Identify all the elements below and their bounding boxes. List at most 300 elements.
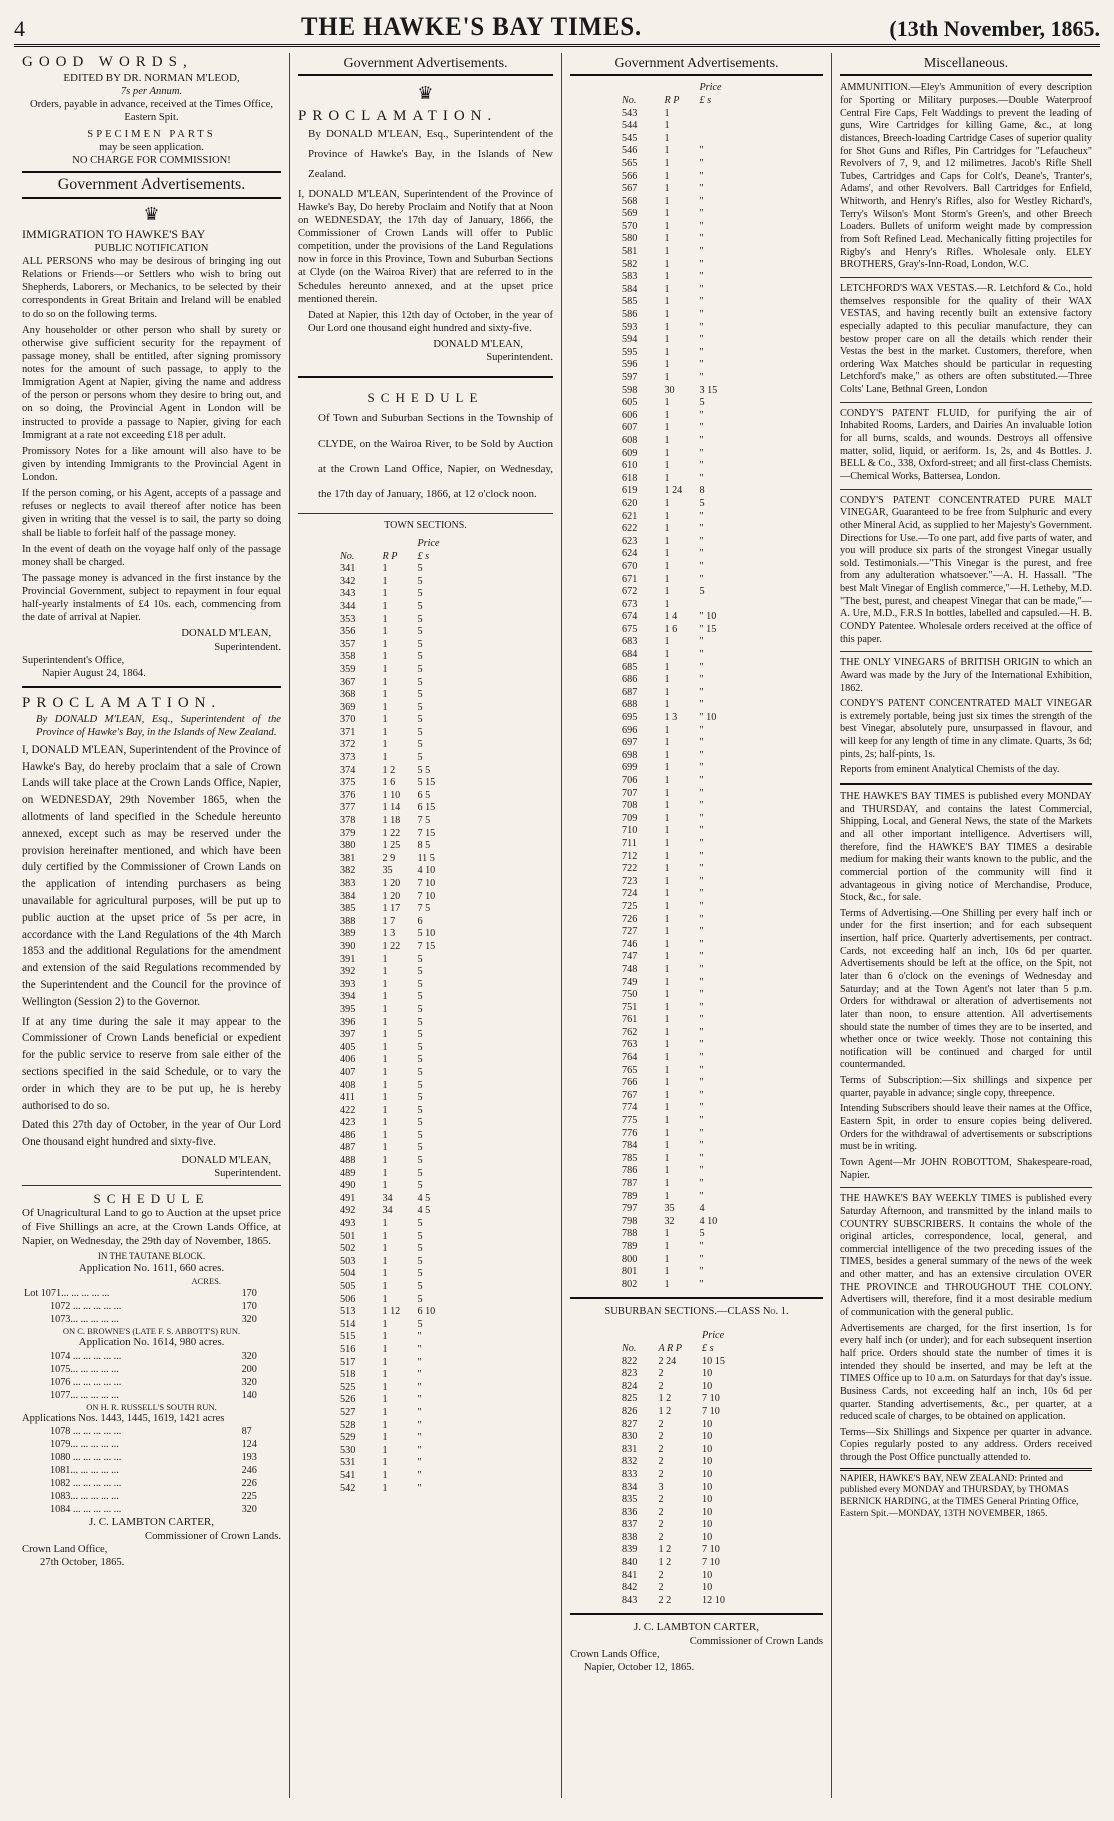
section-price: " xyxy=(699,800,704,812)
table-row xyxy=(620,158,724,171)
section-area: 1 xyxy=(382,1117,388,1129)
section-price: " xyxy=(699,233,704,245)
section-area: 1 xyxy=(664,372,670,384)
section-price: 5 xyxy=(417,1016,423,1028)
section-price: " xyxy=(699,825,704,837)
section-area: 1 xyxy=(382,1054,388,1066)
section-area: 1 xyxy=(382,1092,388,1104)
section-no: 373 xyxy=(340,752,356,764)
section-area: 1 xyxy=(382,1419,388,1431)
section-no: 749 xyxy=(622,976,638,988)
section-area: 1 22 xyxy=(382,827,401,839)
section-price: 5 15 xyxy=(417,777,436,789)
section-price: 5 xyxy=(417,1167,423,1179)
section-no: 826 xyxy=(622,1405,638,1417)
section-no: 408 xyxy=(340,1079,356,1091)
section-no: 672 xyxy=(622,586,638,598)
section-price: " xyxy=(699,926,704,938)
section-price: " xyxy=(699,359,704,371)
section-area: 32 xyxy=(664,1215,675,1227)
section-area: 1 xyxy=(382,1394,388,1406)
section-price: " xyxy=(699,686,704,698)
section-price: 5 xyxy=(417,1104,423,1116)
section-price: 10 xyxy=(702,1456,713,1468)
table-row xyxy=(620,196,724,209)
miscellaneous-header: Miscellaneous. xyxy=(840,53,1092,76)
section-area: 1 xyxy=(382,1318,388,1330)
section-price: 5 xyxy=(417,739,423,751)
section-no: 623 xyxy=(622,535,638,547)
section-no: 774 xyxy=(622,1102,638,1114)
section-no: 580 xyxy=(622,233,638,245)
section-no: 503 xyxy=(340,1255,356,1267)
section-price: 5 xyxy=(417,563,423,575)
section-no: 606 xyxy=(622,409,638,421)
section-area: 1 xyxy=(664,107,670,119)
section-area: 1 xyxy=(664,233,670,245)
section-area: 1 xyxy=(382,991,388,1003)
section-no: 764 xyxy=(622,1052,638,1064)
section-area: 1 xyxy=(664,737,670,749)
section-no: 839 xyxy=(622,1544,638,1556)
table-row xyxy=(620,485,724,498)
section-price: 5 xyxy=(417,953,423,965)
section-area: 1 xyxy=(664,938,670,950)
section-price: " xyxy=(417,1343,422,1355)
section-no: 513 xyxy=(340,1306,356,1318)
section-price: " xyxy=(699,913,704,925)
section-no: 688 xyxy=(622,699,638,711)
table-row xyxy=(338,1105,442,1118)
section-area: 1 xyxy=(664,309,670,321)
section-area: 1 xyxy=(382,1218,388,1230)
price-header: Price xyxy=(699,82,722,94)
section-area: 1 xyxy=(382,1180,388,1192)
table-row xyxy=(338,1042,442,1055)
section-area: 1 2 xyxy=(658,1405,672,1417)
section-no: 766 xyxy=(622,1077,638,1089)
section-price: 10 15 xyxy=(702,1355,725,1367)
table-row xyxy=(620,385,724,398)
section-no: 684 xyxy=(622,649,638,661)
section-no: 344 xyxy=(340,600,356,612)
section-price: 5 xyxy=(417,1268,423,1280)
section-no: 531 xyxy=(340,1457,356,1469)
table-row xyxy=(338,1407,442,1420)
table-row xyxy=(620,322,724,335)
section-price: " xyxy=(699,560,704,572)
table-row xyxy=(338,840,442,853)
table-row xyxy=(620,813,724,826)
section-area: 1 xyxy=(664,1266,670,1278)
section-price: " xyxy=(699,900,704,912)
section-no: 789 xyxy=(622,1240,638,1252)
section-no: 608 xyxy=(622,434,638,446)
section-price: 10 xyxy=(702,1519,713,1531)
good-words-editor: EDITED BY DR. NORMAN M'LEOD, xyxy=(63,71,240,84)
col-ls: £ s xyxy=(699,94,712,106)
section-area: 1 xyxy=(382,1041,388,1053)
section-area: 1 xyxy=(664,359,670,371)
section-area: 1 xyxy=(664,1165,670,1177)
section-price: " xyxy=(699,334,704,346)
section-price: " xyxy=(699,1102,704,1114)
section-price: 5 10 xyxy=(417,928,436,940)
table-row xyxy=(338,853,442,866)
table-row xyxy=(338,1231,442,1244)
table-row xyxy=(338,1092,442,1105)
lot-label: 1081... ... ... ... ... xyxy=(50,1465,119,1477)
table-row xyxy=(620,1178,724,1191)
section-area: 1 xyxy=(664,1140,670,1152)
proclamation-by-2: By DONALD M'LEAN, Esq., Superintendent of the Province of Hawke's Bay, in the Islands of New Zealand. xyxy=(308,128,553,180)
section-area: 1 xyxy=(382,1281,388,1292)
table-row xyxy=(620,699,724,712)
lots-table-a xyxy=(22,1287,281,1326)
section-price: " xyxy=(699,1089,704,1101)
section-no: 490 xyxy=(340,1180,356,1192)
section-price: 3 15 xyxy=(699,384,718,396)
section-no: 502 xyxy=(340,1243,356,1255)
section-price: " xyxy=(699,1190,704,1202)
section-no: 506 xyxy=(340,1293,356,1305)
section-no: 605 xyxy=(622,397,638,409)
section-area: 34 xyxy=(382,1192,393,1204)
section-no: 341 xyxy=(340,563,356,575)
col-ls: £ s xyxy=(702,1342,714,1354)
section-area: 1 xyxy=(382,1029,388,1041)
section-area: 1 xyxy=(664,283,670,295)
town-sections-table xyxy=(338,538,442,1495)
table-row xyxy=(338,1130,442,1143)
section-area: 1 xyxy=(664,812,670,824)
section-price: " xyxy=(417,1444,422,1456)
section-no: 709 xyxy=(622,812,638,824)
section-area: 1 xyxy=(664,560,670,572)
table-row xyxy=(338,1218,442,1231)
section-no: 836 xyxy=(622,1506,638,1518)
section-area: 1 2 xyxy=(658,1557,672,1569)
specimen-note: may be seen application. xyxy=(99,141,204,153)
section-area: 1 xyxy=(664,699,670,711)
section-price: " xyxy=(699,636,704,648)
weekly-notice: Terms—Six Shillings and Sixpence per quarter in advance. Copies regularly posted to any address. Orders received through the Post Office punctually attended to. xyxy=(840,1426,1092,1464)
section-no: 761 xyxy=(622,1014,638,1026)
section-no: 584 xyxy=(622,283,638,295)
royal-crest-icon: ♛ xyxy=(143,203,160,224)
section-no: 723 xyxy=(622,875,638,887)
section-price: 12 10 xyxy=(702,1594,725,1606)
section-price: 4 10 xyxy=(417,865,436,877)
table-row xyxy=(620,574,724,587)
good-words-price: 7s per Annum. xyxy=(120,86,183,98)
section-price: 10 xyxy=(702,1368,713,1380)
immigration-office: Superintendent's Office, xyxy=(22,654,125,666)
table-row xyxy=(620,838,724,851)
section-price: 7 10 xyxy=(417,878,436,889)
lot-acres: 170 xyxy=(241,1287,257,1299)
section-price: 10 xyxy=(702,1481,713,1493)
only-vinegars-ad: THE ONLY VINEGARS of BRITISH ORIGIN to which an Award was made by the Jury of the International Exhibition, 1862. xyxy=(840,657,1092,694)
section-price: 10 xyxy=(702,1380,713,1392)
section-price: " xyxy=(417,1356,422,1368)
section-no: 706 xyxy=(622,775,638,787)
issue-date: (13th November, 1865. xyxy=(889,16,1100,41)
table-row xyxy=(620,1266,724,1279)
section-price: " xyxy=(699,321,704,333)
section-area: 1 xyxy=(382,1104,388,1116)
col-no: No. xyxy=(622,94,637,106)
table-row xyxy=(338,1180,442,1193)
section-no: 750 xyxy=(622,989,638,1001)
section-price: " xyxy=(699,787,704,799)
section-price: 5 xyxy=(699,586,705,598)
section-price xyxy=(697,133,723,146)
lot-label: Lot 1071... ... ... ... ... xyxy=(24,1287,110,1299)
section-area: 1 xyxy=(664,661,670,673)
table-row xyxy=(620,460,724,473)
section-price: 5 xyxy=(417,1230,423,1242)
table-row xyxy=(338,1394,442,1407)
section-no: 389 xyxy=(340,928,356,940)
table-row xyxy=(338,1054,442,1067)
section-no: 833 xyxy=(622,1468,638,1480)
section-no: 712 xyxy=(622,850,638,862)
section-area: 1 xyxy=(382,1482,388,1494)
section-price: " xyxy=(699,1014,704,1026)
section-no: 517 xyxy=(340,1356,356,1368)
table-row xyxy=(338,1483,442,1496)
carter-title-2: Commissioner of Crown Lands xyxy=(689,1636,823,1648)
section-area: 1 xyxy=(382,1243,388,1255)
section-price: 5 xyxy=(417,689,423,701)
times-notice: Intending Subscribers should leave their names at the Office, Eastern Spit, in order to ensure copies being delivered. Orders for the withdrawal of advertisements or subscriptions must be in writing. xyxy=(840,1103,1092,1153)
section-area: 1 xyxy=(664,1052,670,1064)
section-area: 1 17 xyxy=(382,903,401,915)
price-header: Price xyxy=(417,537,440,549)
section-area: 1 xyxy=(664,863,670,875)
section-price: 5 xyxy=(417,613,423,625)
section-price: 8 5 xyxy=(417,840,431,852)
section-price: " xyxy=(699,1077,704,1089)
section-no: 569 xyxy=(622,208,638,220)
section-area: 1 xyxy=(382,752,388,764)
table-row xyxy=(620,561,724,574)
table-row xyxy=(338,752,442,765)
section-no: 842 xyxy=(622,1582,638,1594)
gov-ads-header-3: Government Advertisements. xyxy=(570,53,823,76)
table-row xyxy=(338,790,442,803)
section-price: " xyxy=(699,220,704,232)
table-row xyxy=(620,208,724,221)
section-no: 789 xyxy=(622,1190,638,1202)
section-price: 7 15 xyxy=(417,940,436,952)
section-no: 583 xyxy=(622,271,638,283)
proclamation-sig-title-2: Superintendent. xyxy=(486,352,553,364)
table-row xyxy=(620,964,724,977)
section-area: 1 xyxy=(664,1026,670,1038)
section-price xyxy=(697,120,723,133)
section-area: 1 2 xyxy=(658,1544,672,1556)
section-price: 6 10 xyxy=(417,1306,436,1318)
section-no: 683 xyxy=(622,636,638,648)
section-area: 2 xyxy=(658,1519,664,1531)
section-no: 699 xyxy=(622,762,638,774)
section-price: 4 5 xyxy=(417,1192,431,1204)
proclamation-by: By DONALD M'LEAN, Esq., Superintendent of the Province of Hawke's Bay, in the Islands of New Zealand. xyxy=(36,713,281,738)
section-price: 5 xyxy=(417,1255,423,1267)
section-price: " xyxy=(699,1165,704,1177)
lot-label: 1073... ... ... ... ... xyxy=(50,1313,119,1325)
carter-date-2: Napier, October 12, 1865. xyxy=(584,1662,695,1674)
section-no: 822 xyxy=(622,1355,638,1367)
lot-acres: 320 xyxy=(241,1350,257,1362)
section-price: 7 5 xyxy=(417,903,431,915)
section-area: 2 xyxy=(658,1380,664,1392)
section-price: " xyxy=(699,246,704,258)
section-price: " xyxy=(699,523,704,535)
section-no: 372 xyxy=(340,739,356,751)
table-row xyxy=(620,1595,727,1608)
section-price: " 10 xyxy=(699,611,717,623)
table-row xyxy=(338,1369,442,1382)
section-price: 5 xyxy=(417,1218,423,1230)
table-row xyxy=(620,1191,724,1204)
lot-acres: 320 xyxy=(241,1504,257,1516)
lot-acres: 170 xyxy=(241,1300,257,1312)
table-row xyxy=(338,928,442,941)
section-price: 4 5 xyxy=(417,1205,431,1217)
section-no: 685 xyxy=(622,661,638,673)
section-no: 710 xyxy=(622,825,638,837)
section-price: " xyxy=(699,1240,704,1252)
section-area: 1 xyxy=(664,409,670,421)
table-row xyxy=(338,1004,442,1017)
section-price: 5 xyxy=(417,676,423,688)
section-area: 1 xyxy=(664,900,670,912)
section-no: 586 xyxy=(622,309,638,321)
section-no: 834 xyxy=(622,1481,638,1493)
table-row xyxy=(620,788,724,801)
table-row xyxy=(620,233,724,246)
price-header: Price xyxy=(702,1330,725,1342)
section-no: 516 xyxy=(340,1343,356,1355)
table-row xyxy=(338,689,442,702)
table-row xyxy=(620,1356,727,1369)
section-price: 5 xyxy=(417,1180,423,1192)
table-row xyxy=(338,1294,442,1307)
section-area: 1 xyxy=(664,120,670,132)
lot-label: 1072 ... ... ... ... ... xyxy=(50,1300,122,1312)
section-price: " xyxy=(699,674,704,686)
section-no: 385 xyxy=(340,903,356,915)
table-row xyxy=(620,108,724,121)
section-price: " 10 xyxy=(699,712,717,724)
section-no: 396 xyxy=(340,1016,356,1028)
lot-acres: 140 xyxy=(241,1389,257,1401)
section-no: 711 xyxy=(622,837,637,849)
table-row xyxy=(338,903,442,916)
lots-table-c xyxy=(22,1425,281,1516)
table-row xyxy=(620,1039,724,1052)
col-rp: R P xyxy=(382,550,398,562)
section-area: 1 xyxy=(664,1115,670,1127)
table-row xyxy=(620,737,724,750)
section-price: 11 5 xyxy=(417,852,435,864)
col-ls: £ s xyxy=(417,550,430,562)
carter-title-1: Commissioner of Crown Lands. xyxy=(145,1530,281,1542)
section-no: 375 xyxy=(340,777,356,789)
section-no: 525 xyxy=(340,1381,356,1393)
table-row xyxy=(338,1029,442,1042)
section-no: 696 xyxy=(622,724,638,736)
section-area: 1 xyxy=(664,1014,670,1026)
section-area: 1 xyxy=(382,638,388,650)
section-price: " xyxy=(699,976,704,988)
immigration-date: Napier August 24, 1864. xyxy=(42,667,146,679)
gov-ads-header-2: Government Advertisements. xyxy=(298,53,553,76)
table-row xyxy=(620,1014,724,1027)
lot-acres: 124 xyxy=(241,1439,257,1451)
section-price: " xyxy=(699,1140,704,1152)
carter-date-1: 27th October, 1865. xyxy=(40,1557,125,1569)
section-no: 841 xyxy=(622,1569,638,1581)
table-row xyxy=(620,1077,724,1090)
lot-label: 1079... ... ... ... ... xyxy=(50,1439,119,1451)
section-price: " xyxy=(699,535,704,547)
good-words-orders: Orders, payable in advance, received at the Times Office, Eastern Spit. xyxy=(29,99,274,124)
carter-signature-2: J. C. LAMBTON CARTER, xyxy=(633,1621,760,1634)
section-no: 787 xyxy=(622,1178,638,1190)
section-area: 1 xyxy=(664,825,670,837)
section-no: 422 xyxy=(340,1104,356,1116)
section-price: " xyxy=(699,170,704,182)
page-number: 4 xyxy=(14,16,25,41)
table-row xyxy=(338,777,442,790)
table-row xyxy=(338,966,442,979)
section-area: 1 xyxy=(382,613,388,625)
section-no: 493 xyxy=(340,1218,356,1230)
section-area: 1 xyxy=(664,976,670,988)
section-area: 1 xyxy=(382,1255,388,1267)
immigration-para: Promissory Notes for a like amount will also have to be given by intending Immigrants to the Provincial Agent in London. xyxy=(22,445,281,484)
lot-acres: 225 xyxy=(241,1491,257,1503)
section-price: 10 xyxy=(702,1569,713,1581)
section-price: " xyxy=(699,296,704,308)
section-no: 827 xyxy=(622,1418,638,1430)
table-row xyxy=(338,614,442,627)
section-area: 1 xyxy=(382,1167,388,1179)
section-price: " xyxy=(699,1039,704,1051)
section-area: 1 xyxy=(664,636,670,648)
table-row xyxy=(620,1254,724,1267)
section-no: 802 xyxy=(622,1278,638,1290)
section-no: 786 xyxy=(622,1165,638,1177)
table-row xyxy=(620,536,724,549)
table-row xyxy=(338,601,442,614)
section-price: " xyxy=(699,460,704,472)
section-no: 618 xyxy=(622,472,638,484)
section-no: 371 xyxy=(340,726,356,738)
section-price: " xyxy=(699,1178,704,1190)
section-price: 5 xyxy=(417,651,423,663)
proclamation-sig-title: Superintendent. xyxy=(214,1168,281,1180)
section-price: " xyxy=(699,661,704,673)
table-row xyxy=(620,359,724,372)
section-area: 1 xyxy=(664,1102,670,1114)
section-no: 722 xyxy=(622,863,638,875)
section-price: 5 xyxy=(417,1281,423,1292)
